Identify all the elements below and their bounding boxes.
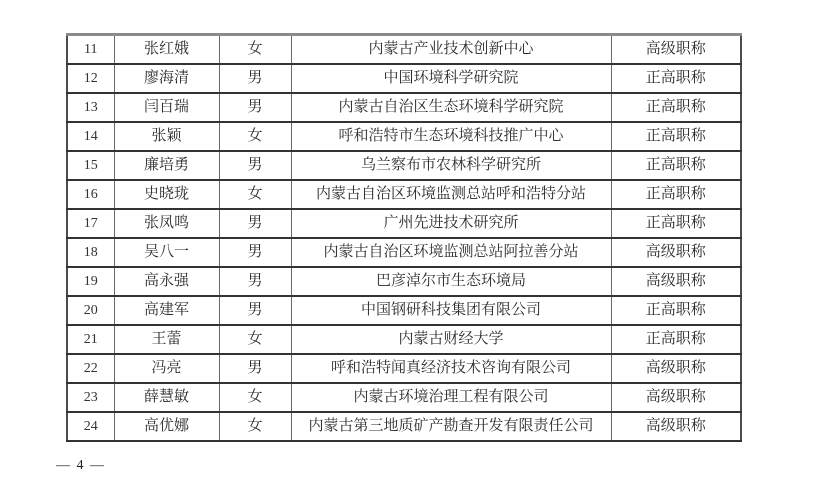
cell-organization: 呼和浩特闻真经济技术咨询有限公司 <box>291 354 611 383</box>
cell-no: 23 <box>67 383 114 412</box>
cell-name: 张凤鸣 <box>114 209 219 238</box>
cell-organization: 中国钢研科技集团有限公司 <box>291 296 611 325</box>
cell-no: 19 <box>67 267 114 296</box>
cell-title: 高级职称 <box>611 35 741 65</box>
table-row <box>67 35 741 65</box>
cell-title: 正高职称 <box>611 93 741 122</box>
cell-gender: 女 <box>219 383 291 412</box>
cell-name: 吴八一 <box>114 238 219 267</box>
cell-title: 正高职称 <box>611 296 741 325</box>
cell-organization: 内蒙古自治区环境监测总站阿拉善分站 <box>291 238 611 267</box>
personnel-table <box>66 33 742 442</box>
cell-title: 正高职称 <box>611 64 741 93</box>
cell-gender: 女 <box>219 35 291 65</box>
cell-title: 高级职称 <box>611 412 741 441</box>
cell-title: 正高职称 <box>611 180 741 209</box>
cell-gender: 女 <box>219 180 291 209</box>
cell-gender: 男 <box>219 296 291 325</box>
cell-organization: 巴彦淖尔市生态环境局 <box>291 267 611 296</box>
cell-name: 史晓珑 <box>114 180 219 209</box>
cell-no: 24 <box>67 412 114 441</box>
cell-gender: 男 <box>219 64 291 93</box>
cell-organization: 内蒙古自治区环境监测总站呼和浩特分站 <box>291 180 611 209</box>
cell-title: 正高职称 <box>611 209 741 238</box>
cell-name: 薛慧敏 <box>114 383 219 412</box>
cell-gender: 女 <box>219 325 291 354</box>
cell-name: 廉培勇 <box>114 151 219 180</box>
cell-no: 22 <box>67 354 114 383</box>
table-row <box>67 64 741 93</box>
cell-gender: 女 <box>219 412 291 441</box>
cell-name: 闫百瑞 <box>114 93 219 122</box>
cell-gender: 男 <box>219 93 291 122</box>
cell-no: 20 <box>67 296 114 325</box>
cell-name: 高优娜 <box>114 412 219 441</box>
table-row <box>67 296 741 325</box>
cell-no: 16 <box>67 180 114 209</box>
cell-organization: 内蒙古财经大学 <box>291 325 611 354</box>
cell-gender: 男 <box>219 267 291 296</box>
table-row <box>67 238 741 267</box>
cell-title: 高级职称 <box>611 354 741 383</box>
cell-no: 14 <box>67 122 114 151</box>
cell-no: 18 <box>67 238 114 267</box>
cell-title: 正高职称 <box>611 122 741 151</box>
cell-gender: 男 <box>219 238 291 267</box>
table-row <box>67 151 741 180</box>
cell-no: 13 <box>67 93 114 122</box>
page-number-footer: — 4 — <box>56 458 106 473</box>
cell-no: 21 <box>67 325 114 354</box>
cell-gender: 男 <box>219 151 291 180</box>
cell-organization: 乌兰察布市农林科学研究所 <box>291 151 611 180</box>
cell-organization: 呼和浩特市生态环境科技推广中心 <box>291 122 611 151</box>
cell-gender: 女 <box>219 122 291 151</box>
cell-title: 高级职称 <box>611 267 741 296</box>
table-row <box>67 267 741 296</box>
cell-name: 高建军 <box>114 296 219 325</box>
table-row <box>67 412 741 441</box>
cell-title: 高级职称 <box>611 238 741 267</box>
cell-organization: 内蒙古自治区生态环境科学研究院 <box>291 93 611 122</box>
table-row <box>67 122 741 151</box>
cell-name: 廖海清 <box>114 64 219 93</box>
cell-no: 17 <box>67 209 114 238</box>
cell-name: 王蕾 <box>114 325 219 354</box>
cell-name: 高永强 <box>114 267 219 296</box>
cell-organization: 内蒙古第三地质矿产勘查开发有限责任公司 <box>291 412 611 441</box>
cell-organization: 中国环境科学研究院 <box>291 64 611 93</box>
cell-title: 高级职称 <box>611 383 741 412</box>
table-row <box>67 180 741 209</box>
table-row <box>67 325 741 354</box>
cell-gender: 男 <box>219 354 291 383</box>
table-row <box>67 93 741 122</box>
cell-no: 12 <box>67 64 114 93</box>
cell-organization: 内蒙古环境治理工程有限公司 <box>291 383 611 412</box>
cell-name: 冯亮 <box>114 354 219 383</box>
cell-name: 张颖 <box>114 122 219 151</box>
cell-organization: 内蒙古产业技术创新中心 <box>291 35 611 65</box>
cell-title: 正高职称 <box>611 151 741 180</box>
cell-title: 正高职称 <box>611 325 741 354</box>
cell-organization: 广州先进技术研究所 <box>291 209 611 238</box>
table-row <box>67 383 741 412</box>
cell-name: 张红娥 <box>114 35 219 65</box>
table-row <box>67 354 741 383</box>
cell-gender: 男 <box>219 209 291 238</box>
cell-no: 11 <box>67 35 114 65</box>
cell-no: 15 <box>67 151 114 180</box>
table-row <box>67 209 741 238</box>
